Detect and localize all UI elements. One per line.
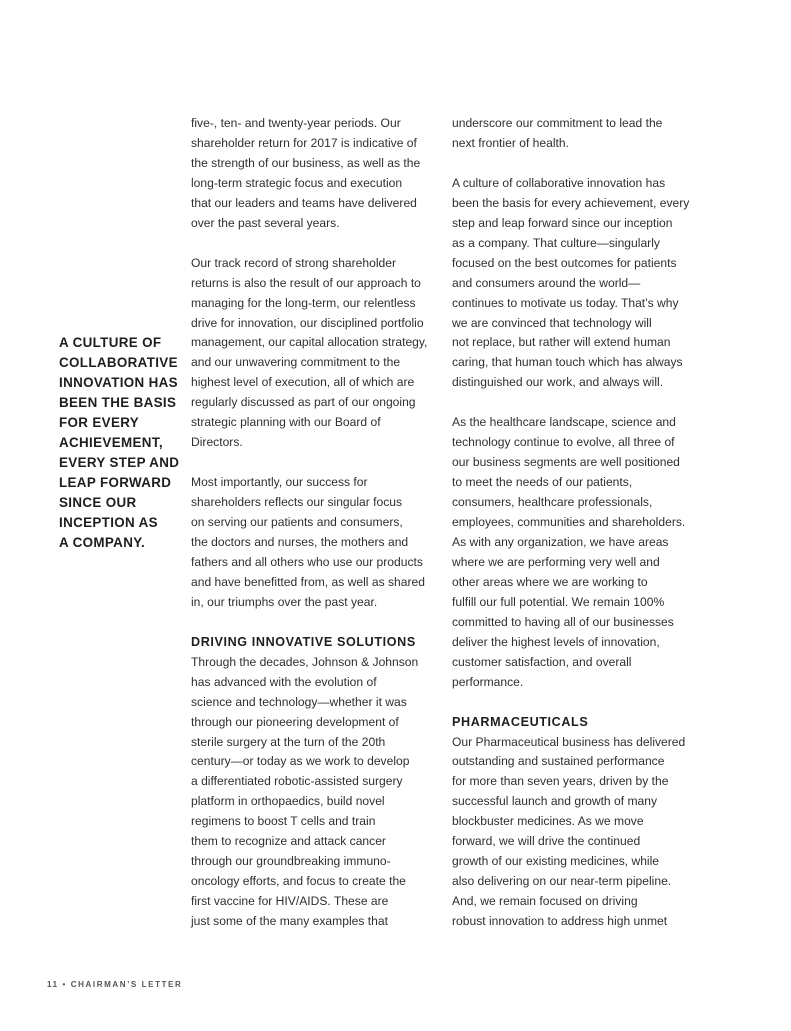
text-line: Through the decades, Johnson & Johnson <box>191 654 419 669</box>
text-line: for more than seven years, driven by the <box>452 774 669 789</box>
text-line: regimens to boost T cells and train <box>191 814 376 829</box>
paragraph-underscore-commitment <box>452 114 702 154</box>
text-line: century—or today as we work to develop <box>191 754 410 769</box>
text-line: focused on the best outcomes for patients <box>452 255 677 270</box>
text-line: on serving our patients and consumers, <box>191 515 403 530</box>
paragraph-pharmaceutical-business <box>452 733 702 933</box>
pull-quote-line: COLLABORATIVE <box>59 354 178 370</box>
text-line: not replace, but rather will extend human <box>452 335 671 350</box>
text-line: committed to having all of our businesses <box>452 614 674 629</box>
text-line: them to recognize and attack cancer <box>191 834 386 849</box>
text-line: As the healthcare landscape, science and <box>452 415 676 430</box>
text-line: drive for innovation, our disciplined portfolio <box>191 315 424 330</box>
text-line: and consumers around the world— <box>452 275 641 290</box>
text-line: management, our capital allocation strategy, <box>191 335 428 350</box>
footer-separator: • <box>62 980 67 989</box>
pull-quote-line: FOR EVERY <box>59 414 140 430</box>
text-line: deliver the highest levels of innovation, <box>452 634 660 649</box>
text-line: shareholder return for 2017 is indicative of <box>191 135 417 150</box>
text-line: successful launch and growth of many <box>452 794 658 809</box>
text-line: been the basis for every achievement, every <box>452 195 690 210</box>
text-line: next frontier of health. <box>452 135 569 150</box>
text-line: as a company. That culture—singularly <box>452 235 660 250</box>
text-line: in, our triumphs over the past year. <box>191 594 378 609</box>
text-line: step and leap forward since our inception <box>452 215 673 230</box>
middle-text-column <box>191 114 441 932</box>
text-line: the strength of our business, as well as the <box>191 155 421 170</box>
text-line: that our leaders and teams have delivered <box>191 195 417 210</box>
text-line: robust innovation to address high unmet <box>452 914 668 929</box>
text-line: underscore our commitment to lead the <box>452 116 663 130</box>
text-line: outstanding and sustained performance <box>452 754 665 769</box>
text-line: through our pioneering development of <box>191 714 399 729</box>
paragraph-track-record <box>191 254 441 454</box>
text-line: Our Pharmaceutical business has delivered <box>452 734 686 749</box>
text-line: and have benefitted from, as well as shared <box>191 574 425 589</box>
right-text-column <box>452 114 702 932</box>
text-line: shareholders reflects our singular focus <box>191 495 403 510</box>
text-line: consumers, healthcare professionals, <box>452 495 653 510</box>
text-line: five-, ten- and twenty-year periods. Our <box>191 116 401 130</box>
text-line: Directors. <box>191 435 243 450</box>
page-footer <box>47 980 182 989</box>
text-line: Most importantly, our success for <box>191 475 368 490</box>
text-line: distinguished our work, and always will. <box>452 375 664 390</box>
text-line: our business segments are well positioned <box>452 455 680 470</box>
pull-quote <box>59 333 184 552</box>
text-line: And, we remain focused on driving <box>452 894 638 909</box>
text-line: other areas where we are working to <box>452 574 648 589</box>
text-line: sterile surgery at the turn of the 20th <box>191 734 386 749</box>
text-line: performance. <box>452 674 524 689</box>
text-line: strategic planning with our Board of <box>191 415 381 430</box>
text-line: and our unwavering commitment to the <box>191 355 401 370</box>
text-line: growth of our existing medicines, while <box>452 854 660 869</box>
text-line: through our groundbreaking immuno- <box>191 854 391 869</box>
text-line: highest level of execution, all of which are <box>191 375 415 390</box>
text-line: oncology efforts, and focus to create the <box>191 874 406 889</box>
text-line: also delivering on our near-term pipeline. <box>452 874 672 889</box>
text-line: As with any organization, we have areas <box>452 534 669 549</box>
pull-quote-line: INNOVATION HAS <box>59 374 178 390</box>
text-line: science and technology—whether it was <box>191 694 407 709</box>
section-heading-driving-innovative-solutions: DRIVING INNOVATIVE SOLUTIONS <box>191 634 416 649</box>
paragraph-culture-of-innovation <box>452 174 702 393</box>
text-line: technology continue to evolve, all three of <box>452 435 675 450</box>
pull-quote-line: LEAP FORWARD <box>59 474 172 490</box>
text-line: long-term strategic focus and execution <box>191 175 403 190</box>
pull-quote-line: ACHIEVEMENT, <box>59 434 163 450</box>
text-line: over the past several years. <box>191 215 340 230</box>
pull-quote-line: A CULTURE OF <box>59 335 162 350</box>
text-line: where we are performing very well and <box>452 554 660 569</box>
paragraph-through-the-decades <box>191 653 441 932</box>
text-line: blockbuster medicines. As we move <box>452 814 644 829</box>
page-number: 11 <box>47 980 59 989</box>
text-line: continues to motivate us today. That’s why <box>452 295 679 310</box>
section-label: CHAIRMAN’S LETTER <box>70 980 183 989</box>
paragraph-most-importantly <box>191 473 441 613</box>
text-line: first vaccine for HIV/AIDS. These are <box>191 894 389 909</box>
text-line: fulfill our full potential. We remain 100% <box>452 594 665 609</box>
pull-quote-line: EVERY STEP AND <box>59 454 180 470</box>
text-line: employees, communities and shareholders. <box>452 515 686 530</box>
pull-quote-line: A COMPANY. <box>59 534 146 550</box>
text-line: caring, that human touch which has always <box>452 355 683 370</box>
text-line: a differentiated robotic-assisted surgery <box>191 774 403 789</box>
paragraph-healthcare-landscape <box>452 413 702 692</box>
text-line: to meet the needs of our patients, <box>452 475 633 490</box>
text-line: forward, we will drive the continued <box>452 834 641 849</box>
text-line: regularly discussed as part of our ongoing <box>191 395 416 410</box>
pull-quote-line: INCEPTION AS <box>59 514 158 530</box>
text-line: platform in orthopaedics, build novel <box>191 794 385 809</box>
text-line: just some of the many examples that <box>191 914 388 929</box>
text-line: fathers and all others who use our products <box>191 554 423 569</box>
text-line: customer satisfaction, and overall <box>452 654 632 669</box>
text-line: managing for the long-term, our relentless <box>191 295 416 310</box>
text-line: we are convinced that technology will <box>452 315 652 330</box>
text-line: has advanced with the evolution of <box>191 674 377 689</box>
paragraph-shareholder-return <box>191 114 441 234</box>
text-line: Our track record of strong shareholder <box>191 255 397 270</box>
pull-quote-line: SINCE OUR <box>59 494 137 510</box>
pull-quote-line: BEEN THE BASIS <box>59 394 177 410</box>
text-line: returns is also the result of our approach to <box>191 275 421 290</box>
section-heading-pharmaceuticals: PHARMACEUTICALS <box>452 714 589 729</box>
text-line: the doctors and nurses, the mothers and <box>191 534 409 549</box>
text-line: A culture of collaborative innovation has <box>452 175 666 190</box>
